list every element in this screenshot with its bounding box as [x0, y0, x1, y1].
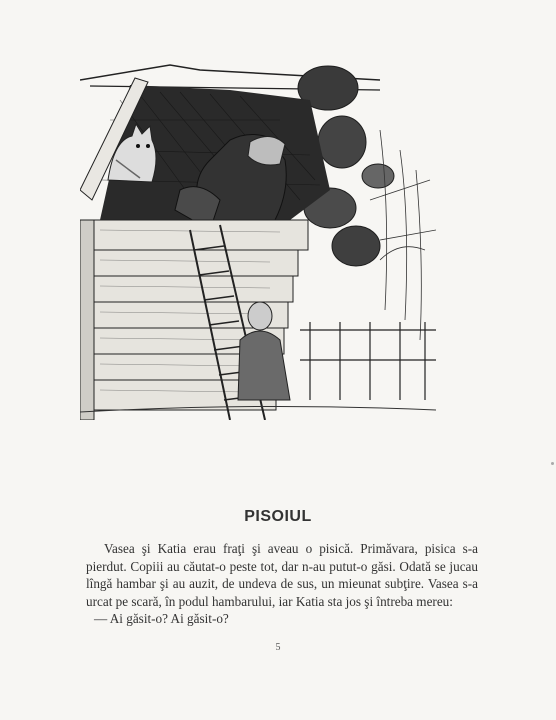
scan-speck	[551, 462, 554, 465]
illustration-barn-cat	[80, 60, 436, 420]
barn-drawing	[80, 60, 436, 420]
story-text	[86, 540, 478, 628]
story-title: PISOIUL	[244, 508, 312, 525]
paragraph: Vasea şi Katia erau fraţi şi aveau o pisică. Primăvara, pisica s-a pierdut. Copiii au căutat-o peste tot, dar n-au putut-o găsi. Odată se jucau lîngă hambar şi au auzit, de undeva de sus, un mieunat subţire. Vasea s-a urcat pe scară, în podul hambarului, iar Katia sta jos şi întreba mereu:	[86, 541, 478, 609]
dialog-line: — Ai găsit-o? Ai găsit-o?	[94, 611, 229, 627]
page-number: 5	[275, 642, 281, 653]
